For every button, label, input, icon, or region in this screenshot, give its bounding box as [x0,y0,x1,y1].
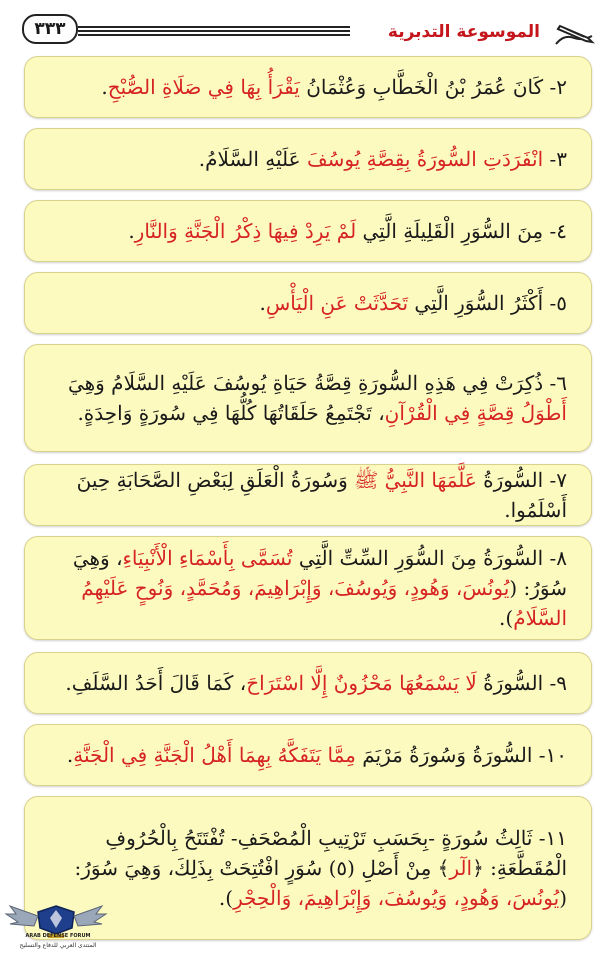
fact-text [49,216,567,246]
plain-text: ٤- مِنَ السُّوَرِ الْقَلِيلَةِ الَّتِي [356,219,567,243]
plain-text: عَلَيْهِ السَّلَامُ. [198,147,307,171]
fact-card-10 [24,724,592,786]
plain-text: ٨- السُّورَةُ مِنَ السُّوَرِ السِّتِّ الَّتِي [292,546,567,570]
highlighted-phrase: يُونُسَ، وَهُودٍ، وَيُوسُفَ، وَإِبْرَاهِيمَ، وَمُحَمَّدٍ، وَنُوحٍ عَلَيْهِمُ السَّلَامُ [81,576,567,630]
plain-text: ). [499,606,514,630]
book-title: الموسوعة التدبرية [387,22,540,42]
fact-text [49,144,567,174]
fact-card-9 [24,652,592,714]
fact-text [49,368,567,428]
watermark-english: ARAB DEFENSE FORUM [25,933,91,939]
pen-writing-icon [552,16,598,50]
plain-text: . [259,291,266,315]
fact-text [49,288,567,318]
plain-text: . [101,75,108,99]
fact-text [49,740,567,770]
highlighted-phrase: عَلَّمَهَا النَّبِيُّ ﷺ [354,468,477,492]
fact-text [49,668,567,698]
plain-text: ٧- السُّورَةُ [476,468,567,492]
fact-card-2 [24,56,592,118]
fact-text [49,72,567,102]
plain-text: ، كَمَا قَالَ أَحَدُ السَّلَفِ. [65,671,247,695]
fact-text [49,465,567,525]
plain-text: ، تَجْتَمِعُ حَلَقَاتُهَا كُلُّهَا فِي سُورَةٍ وَاحِدَةٍ. [77,401,385,425]
plain-text: وَسُورَةُ الْعَلَقِ لِبَعْضِ الصَّحَابَةِ حِينَ أَسْلَمُوا. [76,468,567,522]
fact-text [49,543,567,633]
plain-text: ، وَهِيَ سُوَرُ: ( [72,546,567,600]
watermark-arabic: المنتدى العربي للدفاع والتسليح [19,942,97,949]
fact-card-6 [24,344,592,452]
header-divider [78,26,350,38]
plain-text: ). [218,886,234,910]
page-header [0,0,612,56]
plain-text: ﴾ مِنْ أَصْلِ (٥) سُوَرٍ افْتُتِحَتْ بِذَلِكَ، وَهِيَ سُوَرُ: ( [74,856,567,910]
fact-card-3 [24,128,592,190]
plain-text: ٢- كَانَ عُمَرُ بْنُ الْخَطَّابِ وَعُثْمَانُ [299,75,567,99]
plain-text: . [66,743,74,767]
plain-text: . [128,219,135,243]
highlighted-phrase: الٓر [449,856,473,880]
plain-text: ٥- أَكْثَرُ السُّوَرِ الَّتِي [408,291,567,315]
fact-card-7 [24,464,592,526]
highlighted-phrase: يُونُسَ، وَهُودٍ، وَيُوسُفَ، وَإِبْرَاهِيمَ، وَالْحِجْرِ [233,886,560,910]
highlighted-phrase: تُسَمَّى بِأَسْمَاءِ الْأَنْبِيَاءِ [122,546,293,570]
highlighted-phrase: انْفَرَدَتِ السُّورَةُ بِقِصَّةِ يُوسُفَ [306,147,544,171]
plain-text: ١١- ثَالِثُ سُورَةٍ -بِحَسَبِ تَرْتِيبِ الْمُصْحَفِ- تُفْتَتَحُ بِالْحُرُوفِ الْمُقَطَّعَةِ: ﴿ [105,826,567,880]
page-number: ٣٣٣ [22,14,78,44]
highlighted-phrase: أَطْوَلُ قِصَّةٍ فِي الْقُرْآنِ [384,401,567,425]
fact-text [49,823,567,913]
fact-card-8 [24,536,592,640]
fact-card-4 [24,200,592,262]
plain-text: ١٠- السُّورَةُ وَسُورَةُ مَرْيَمَ [355,743,567,767]
plain-text: ٦- ذُكِرَتْ فِي هَذِهِ السُّورَةِ قِصَّةُ حَيَاةِ يُوسُفَ عَلَيْهِ السَّلَامُ وَهِيَ [67,371,567,395]
plain-text: ٣- [543,147,567,171]
highlighted-phrase: لَمْ يَرِدْ فِيهَا ذِكْرُ الْجَنَّةِ وَالنَّارِ [134,219,357,243]
highlighted-phrase: تَحَدَّثَتْ عَنِ الْيَأْسِ [265,291,409,315]
highlighted-phrase: يَقْرَأُ بِهَا فِي صَلَاةِ الصُّبْحِ [107,75,300,99]
fact-card-5 [24,272,592,334]
eagle-emblem-icon [2,900,110,958]
plain-text: ٩- السُّورَةُ [476,671,567,695]
highlighted-phrase: لَا يَسْمَعُهَا مَحْزُونٌ إِلَّا اسْتَرَاحَ [246,671,477,695]
highlighted-phrase: مِمَّا يَتَفَكَّهُ بِهِمَا أَهْلُ الْجَنَّةِ فِي الْجَنَّةِ [73,743,356,767]
